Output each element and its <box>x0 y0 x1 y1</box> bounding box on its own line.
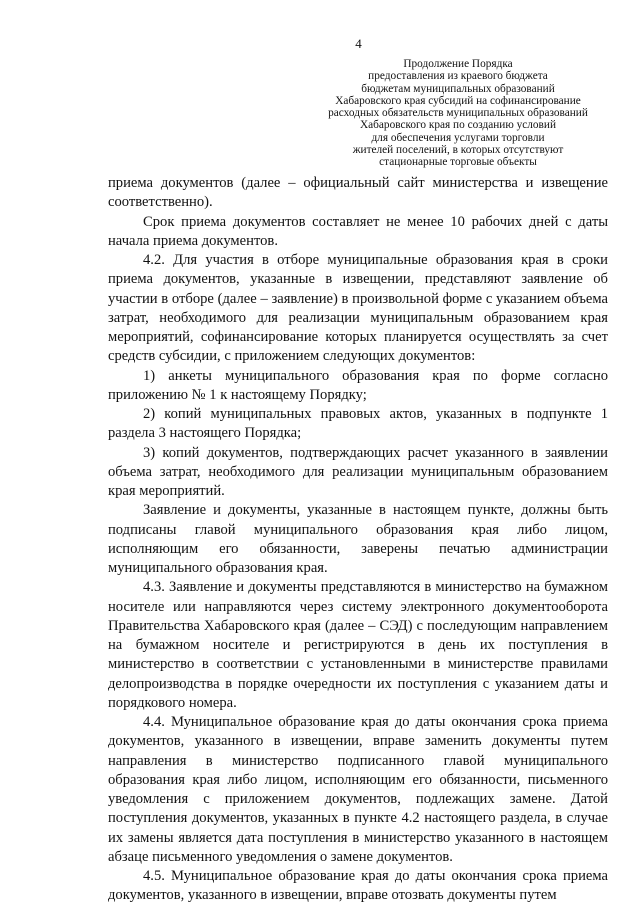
document-header <box>298 58 618 169</box>
header-line: стационарные торговые объекты <box>379 156 537 169</box>
paragraph-section-4-4: 4.4. Муниципальное образование края до даты окончания срока приема документов, указанного в извещении, вправе заменить документы путем направления в министерство подписанного главой муниципального образования края либо лицом, исполняющим его обязанности, письменного уведомления с приложением документов, подлежащих замене. Датой поступления документов, указанных в пункте 4.2 настоящего раздела, в случае их замены является дата поступления в министерство указанного в настоящем абзаце письменного уведомления о замене документов. <box>108 714 608 865</box>
header-line: Продолжение Порядка <box>403 58 513 70</box>
paragraph-section-4-5: 4.5. Муниципальное образование края до даты окончания срока приема документов, указанного в извещении, вправе отозвать документы путем <box>108 868 608 904</box>
document-body <box>108 174 608 905</box>
header-line: предоставления из краевого бюджета <box>368 70 548 83</box>
paragraph-section-4-2: 4.2. Для участия в отборе муниципальные образования края в сроки приема документов, указанные в извещении, представляют заявление об участии в отборе (далее – заявление) в произвольной форме с указанием объема затрат, необходимого для реализации муниципальным образованием края мероприятий, софинансирование которых планируется осуществлять за счет средств субсидии, с приложением следующих документов: <box>108 252 608 365</box>
header-line: жителей поселений, в которых отсутствуют <box>352 144 564 157</box>
header-line: расходных обязательств муниципальных образований <box>328 107 588 120</box>
list-item: 3) копий документов, подтверждающих расчет указанного в заявлении объема затрат, необходимого для реализации муниципальным образованием края мероприятий. <box>108 444 608 499</box>
list-item: 2) копий муниципальных правовых актов, указанных в подпункте 1 раздела 3 настоящего Порядка; <box>108 406 608 442</box>
page-number: 4 <box>355 36 362 51</box>
paragraph: Заявление и документы, указанные в настоящем пункте, должны быть подписаны главой муниципального образования края либо лицом, исполняющим его обязанности, заверены печатью администрации муниципального образования края. <box>108 502 608 576</box>
paragraph: приема документов (далее – официальный сайт министерства и извещение соответственно). <box>108 175 608 211</box>
header-line: бюджетам муниципальных образований <box>361 82 555 95</box>
header-line: Хабаровского края субсидий на софинансирование <box>335 94 581 107</box>
paragraph: Срок приема документов составляет не менее 10 рабочих дней с даты начала приема документов. <box>108 213 608 249</box>
paragraph-section-4-3: 4.3. Заявление и документы представляются в министерство на бумажном носителе или направляются через систему электронного документооборота Правительства Хабаровского края (далее – СЭД) с последующим направлением на бумажном носителе и регистрируются в день их поступления в министерство в соответствии с установленными в министерстве правилами делопроизводства в порядке очередности их поступления с указанием даты и порядкового номера. <box>108 579 608 711</box>
header-line: Хабаровского края по созданию условий <box>359 119 556 132</box>
list-item: 1) анкеты муниципального образования края по форме согласно приложению № 1 к настоящему Порядку; <box>108 367 608 403</box>
header-line: для обеспечения услугами торговли <box>371 131 545 144</box>
